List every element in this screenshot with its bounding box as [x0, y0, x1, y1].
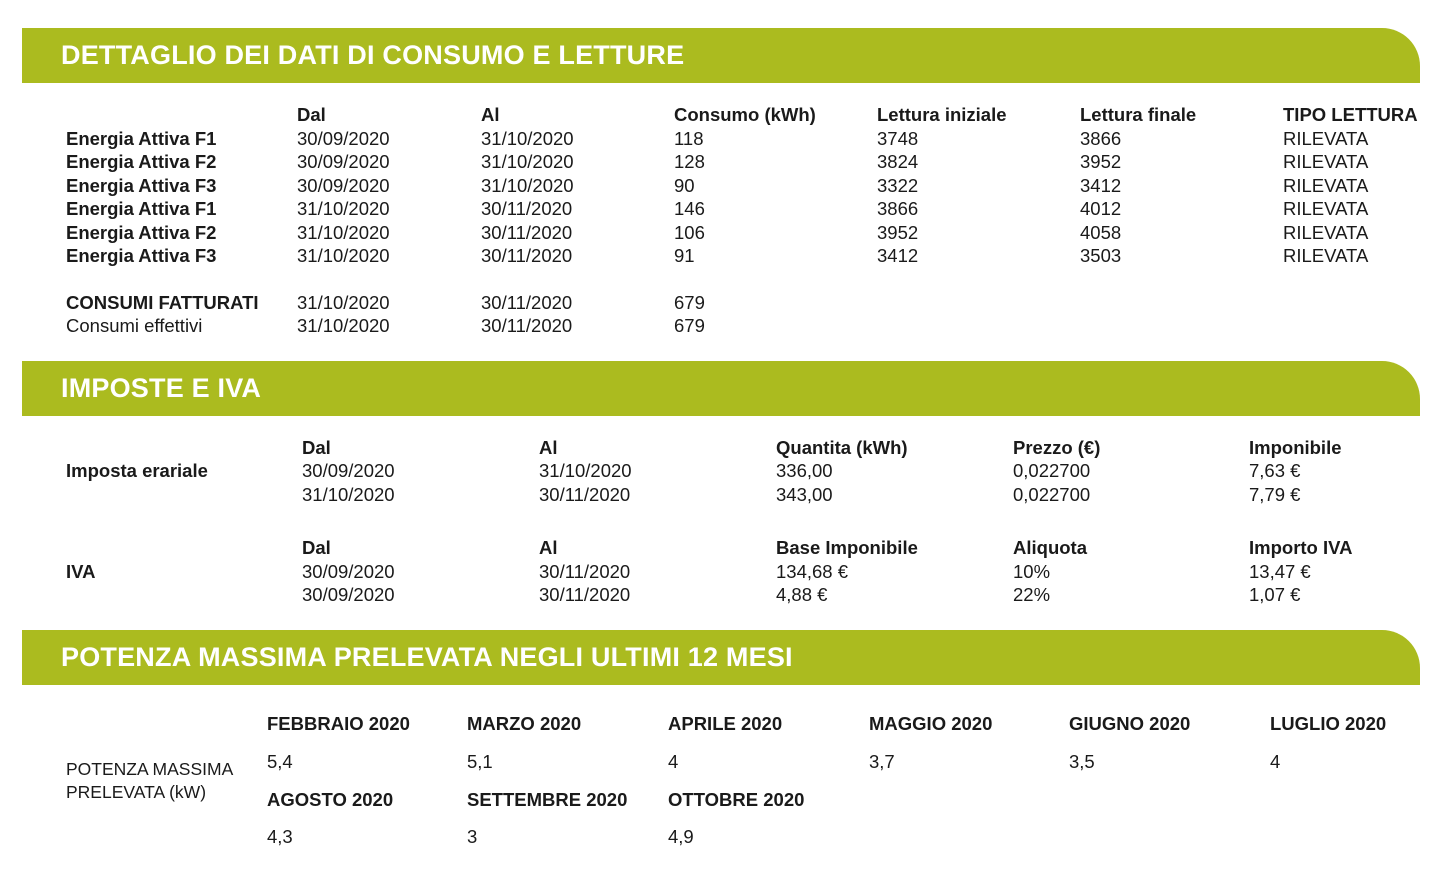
- cell-dal: 30/09/2020: [302, 584, 395, 605]
- row-label: Energia Attiva F2: [66, 222, 217, 243]
- potenza-label-line2: PRELEVATA (kW): [66, 782, 207, 802]
- cell-al: 31/10/2020: [481, 128, 574, 149]
- col-header-quantita: Quantita (kWh): [776, 437, 908, 458]
- cell-dal: 30/09/2020: [302, 460, 395, 481]
- col-header-dal: Dal: [297, 104, 326, 125]
- col-header-al: Al: [539, 437, 558, 458]
- cell-lettura-finale: 4012: [1080, 198, 1122, 219]
- month-label: AGOSTO 2020: [267, 789, 394, 810]
- cell-base-imponibile: 134,68 €: [776, 561, 849, 582]
- month-value: 4,3: [267, 826, 293, 847]
- cell-lettura-iniziale: 3748: [877, 128, 919, 149]
- cell-lettura-finale: 3412: [1080, 175, 1122, 196]
- cell-consumo: 146: [674, 198, 705, 219]
- cell-consumo: 118: [674, 128, 704, 149]
- cell-al: 31/10/2020: [481, 175, 574, 196]
- row-label: Energia Attiva F2: [66, 151, 217, 172]
- col-header-aliquota: Aliquota: [1013, 537, 1087, 558]
- cell-tipo-lettura: RILEVATA: [1283, 175, 1369, 196]
- cell-al: 31/10/2020: [481, 151, 574, 172]
- col-header-base-imponibile: Base Imponibile: [776, 537, 918, 558]
- month-value: 5,4: [267, 751, 293, 772]
- month-value: 3,7: [869, 751, 895, 772]
- col-header-tipo-lettura: TIPO LETTURA: [1283, 104, 1418, 125]
- month-label: LUGLIO 2020: [1270, 713, 1387, 734]
- cell-dal: 31/10/2020: [297, 315, 390, 336]
- cell-lettura-iniziale: 3866: [877, 198, 919, 219]
- cell-importo-iva: 1,07 €: [1249, 584, 1301, 605]
- cell-importo-iva: 13,47 €: [1249, 561, 1311, 582]
- col-header-importo-iva: Importo IVA: [1249, 537, 1353, 558]
- cell-dal: 31/10/2020: [297, 245, 390, 266]
- col-header-al: Al: [481, 104, 500, 125]
- cell-imponibile: 7,63 €: [1249, 460, 1301, 481]
- cell-dal: 31/10/2020: [297, 198, 390, 219]
- cell-al: 30/11/2020: [481, 222, 573, 243]
- cell-prezzo: 0,022700: [1013, 460, 1091, 481]
- section-header-imposte: IMPOSTE E IVA: [22, 361, 1420, 416]
- cell-base-imponibile: 4,88 €: [776, 584, 828, 605]
- cell-dal: 30/09/2020: [302, 561, 395, 582]
- cell-lettura-iniziale: 3952: [877, 222, 919, 243]
- cell-tipo-lettura: RILEVATA: [1283, 198, 1369, 219]
- potenza-label-line1: POTENZA MASSIMA: [66, 759, 234, 779]
- cell-al: 30/11/2020: [481, 198, 573, 219]
- col-header-prezzo: Prezzo (€): [1013, 437, 1101, 458]
- month-value: 4: [1270, 751, 1281, 772]
- cell-al: 30/11/2020: [481, 245, 573, 266]
- cell-consumo: 90: [674, 175, 695, 196]
- row-label: Energia Attiva F3: [66, 175, 217, 196]
- cell-tipo-lettura: RILEVATA: [1283, 245, 1369, 266]
- cell-consumo: 106: [674, 222, 705, 243]
- cell-lettura-finale: 3503: [1080, 245, 1122, 266]
- row-label: Energia Attiva F1: [66, 198, 217, 219]
- month-label: OTTOBRE 2020: [668, 789, 805, 810]
- cell-consumo: 128: [674, 151, 705, 172]
- cell-al: 30/11/2020: [539, 584, 631, 605]
- col-header-dal: Dal: [302, 537, 331, 558]
- cell-consumo: 679: [674, 315, 705, 336]
- cell-lettura-finale: 3866: [1080, 128, 1122, 149]
- month-value: 4,9: [668, 826, 694, 847]
- cell-dal: 31/10/2020: [297, 222, 390, 243]
- cell-consumo: 679: [674, 292, 705, 313]
- cell-al: 30/11/2020: [481, 315, 573, 336]
- cell-quantita: 336,00: [776, 460, 833, 481]
- cell-dal: 30/09/2020: [297, 175, 390, 196]
- month-label: SETTEMBRE 2020: [467, 789, 628, 810]
- cell-imponibile: 7,79 €: [1249, 484, 1301, 505]
- cell-tipo-lettura: RILEVATA: [1283, 222, 1369, 243]
- cell-aliquota: 10%: [1013, 561, 1051, 582]
- cell-al: 30/11/2020: [481, 292, 573, 313]
- cell-tipo-lettura: RILEVATA: [1283, 128, 1369, 149]
- cell-dal: 31/10/2020: [297, 292, 390, 313]
- month-label: APRILE 2020: [668, 713, 783, 734]
- col-header-lettura-iniziale: Lettura iniziale: [877, 104, 1007, 125]
- cell-consumo: 91: [674, 245, 695, 266]
- month-label: MAGGIO 2020: [869, 713, 993, 734]
- col-header-lettura-finale: Lettura finale: [1080, 104, 1197, 125]
- month-value: 3,5: [1069, 751, 1095, 772]
- cell-lettura-iniziale: 3412: [877, 245, 919, 266]
- row-label-imposta-erariale: Imposta erariale: [66, 460, 208, 481]
- cell-al: 31/10/2020: [539, 460, 632, 481]
- cell-al: 30/11/2020: [539, 484, 631, 505]
- cell-prezzo: 0,022700: [1013, 484, 1091, 505]
- month-value: 4: [668, 751, 679, 772]
- row-label: Energia Attiva F1: [66, 128, 217, 149]
- section-header-potenza: POTENZA MASSIMA PRELEVATA NEGLI ULTIMI 12 MESI: [22, 630, 1420, 685]
- col-header-al: Al: [539, 537, 558, 558]
- cell-lettura-iniziale: 3824: [877, 151, 919, 172]
- section-header-consumi: DETTAGLIO DEI DATI DI CONSUMO E LETTURE: [22, 28, 1420, 83]
- cell-lettura-iniziale: 3322: [877, 175, 919, 196]
- cell-tipo-lettura: RILEVATA: [1283, 151, 1369, 172]
- cell-dal: 31/10/2020: [302, 484, 395, 505]
- col-header-dal: Dal: [302, 437, 331, 458]
- cell-dal: 30/09/2020: [297, 151, 390, 172]
- cell-quantita: 343,00: [776, 484, 833, 505]
- row-label: Consumi effettivi: [66, 315, 203, 336]
- row-label: CONSUMI FATTURATI: [66, 292, 259, 313]
- cell-aliquota: 22%: [1013, 584, 1051, 605]
- cell-dal: 30/09/2020: [297, 128, 390, 149]
- cell-lettura-finale: 4058: [1080, 222, 1122, 243]
- row-label: Energia Attiva F3: [66, 245, 217, 266]
- month-value: 3: [467, 826, 478, 847]
- month-label: MARZO 2020: [467, 713, 582, 734]
- col-header-imponibile: Imponibile: [1249, 437, 1342, 458]
- month-value: 5,1: [467, 751, 493, 772]
- row-label-iva: IVA: [66, 561, 96, 582]
- cell-lettura-finale: 3952: [1080, 151, 1122, 172]
- month-label: GIUGNO 2020: [1069, 713, 1191, 734]
- cell-al: 30/11/2020: [539, 561, 631, 582]
- month-label: FEBBRAIO 2020: [267, 713, 410, 734]
- col-header-consumo: Consumo (kWh): [674, 104, 816, 125]
